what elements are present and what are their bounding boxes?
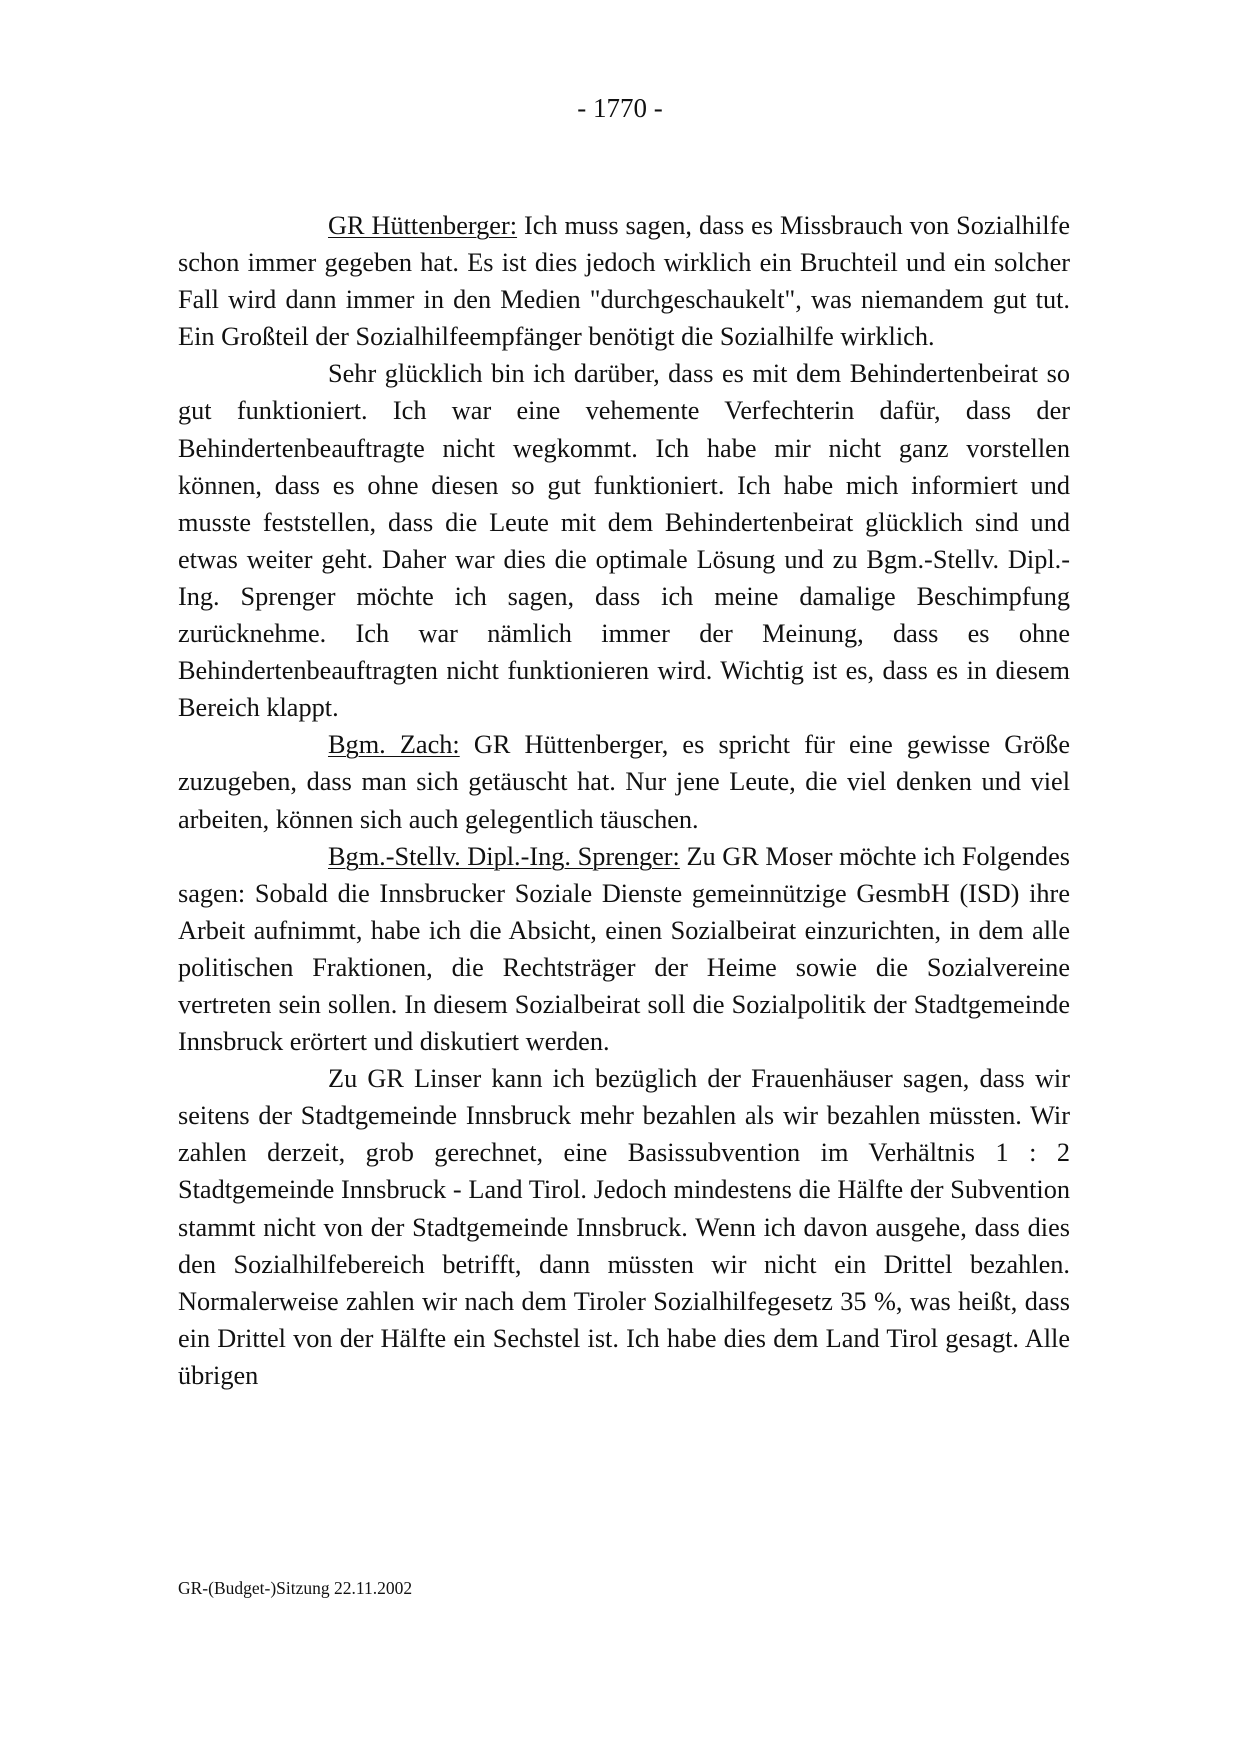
speaker-label: Bgm.-Stellv. Dipl.-Ing. Sprenger: <box>328 841 680 871</box>
protocol-body <box>178 207 1070 1394</box>
paragraph-text: Ich muss sagen, dass es Missbrauch von Sozialhilfe schon immer gegeben hat. Es ist dies jedoch wirklich ein Bruchteil und ein solcher Fall wird dann immer in den Medien "durchgeschaukelt", was niemandem gut tut. Ein Großteil der Sozialhilfeempfänger benötigt die Sozialhilfe wirklich. <box>178 211 1070 352</box>
paragraph-text: Zu GR Linser kann ich bezüglich der Frauenhäuser sagen, dass wir seitens der Stadtgemeinde Innsbruck mehr bezahlen als wir bezahlen müssten. Wir zahlen derzeit, grob gerechnet, eine Basissubvention im Verhältnis 1 : 2 Stadtgemeinde Innsbruck - Land Tirol. Jedoch mindestens die Hälfte der Subvention stammt nicht von der Stadtgemeinde Innsbruck. Wenn ich davon ausgehe, dass dies den Sozialhilfebereich betrifft, dann müssten wir nicht ein Drittel bezahlen. Normalerweise zahlen wir nach dem Tiroler Sozialhilfegesetz 35 %, was heißt, dass ein Drittel von der Hälfte ein Sechstel ist. Ich habe dies dem Land Tirol gesagt. Alle übrigen <box>178 1064 1070 1390</box>
paragraph-zach <box>178 726 1070 837</box>
page-number: - 1770 - <box>577 93 663 123</box>
speaker-label: GR Hüttenberger: <box>328 211 518 240</box>
speaker-label: Bgm. Zach: <box>328 730 460 760</box>
paragraph-text: Zu GR Moser möchte ich Folgendes sagen: Sobald die Innsbrucker Soziale Dienste gemeinnützige GesmbH (ISD) ihre Arbeit aufnimmt, habe ich die Absicht, einen Sozialbeirat einzurichten, in dem alle politischen Fraktionen, die Rechtsträger der Heime sowie die Sozialvereine vertreten sein sollen. In diesem Sozialbeirat soll die Sozialpolitik der Stadtgemeinde Innsbruck erörtert und diskutiert werden. <box>178 841 1070 1057</box>
paragraph-sprenger-1 <box>178 838 1070 1061</box>
paragraph-text: Sehr glücklich bin ich darüber, dass es mit dem Behindertenbeirat so gut funktioniert. Ich war eine vehemente Verfechterin dafür, dass der Behindertenbeauftragte nicht wegkommt. Ich habe mir nicht ganz vorstellen können, dass es ohne diesen so gut funktioniert. Ich habe mich informiert und musste feststellen, dass die Leute mit dem Behindertenbeirat glücklich sind und etwas weiter geht. Daher war dies die optimale Lösung und zu Bgm.-Stellv. Dipl.-Ing. Sprenger möchte ich sagen, dass ich meine damalige Beschimpfung zurücknehme. Ich war nämlich immer der Meinung, dass es ohne Behindertenbeauftragten nicht funktionieren wird. Wichtig ist es, dass es in diesem Bereich klappt. <box>178 359 1070 723</box>
paragraph-huettenberger-2 <box>178 355 1070 726</box>
footer-session-info: GR-(Budget-)Sitzung 22.11.2002 <box>178 1578 413 1598</box>
paragraph-text: GR Hüttenberger, es spricht für eine gewisse Größe zuzugeben, dass man sich getäuscht hat. Nur jene Leute, die viel denken und viel arbeiten, können sich auch gelegentlich täuschen. <box>178 730 1070 834</box>
paragraph-sprenger-2 <box>178 1060 1070 1394</box>
paragraph-huettenberger-1 <box>178 207 1070 355</box>
